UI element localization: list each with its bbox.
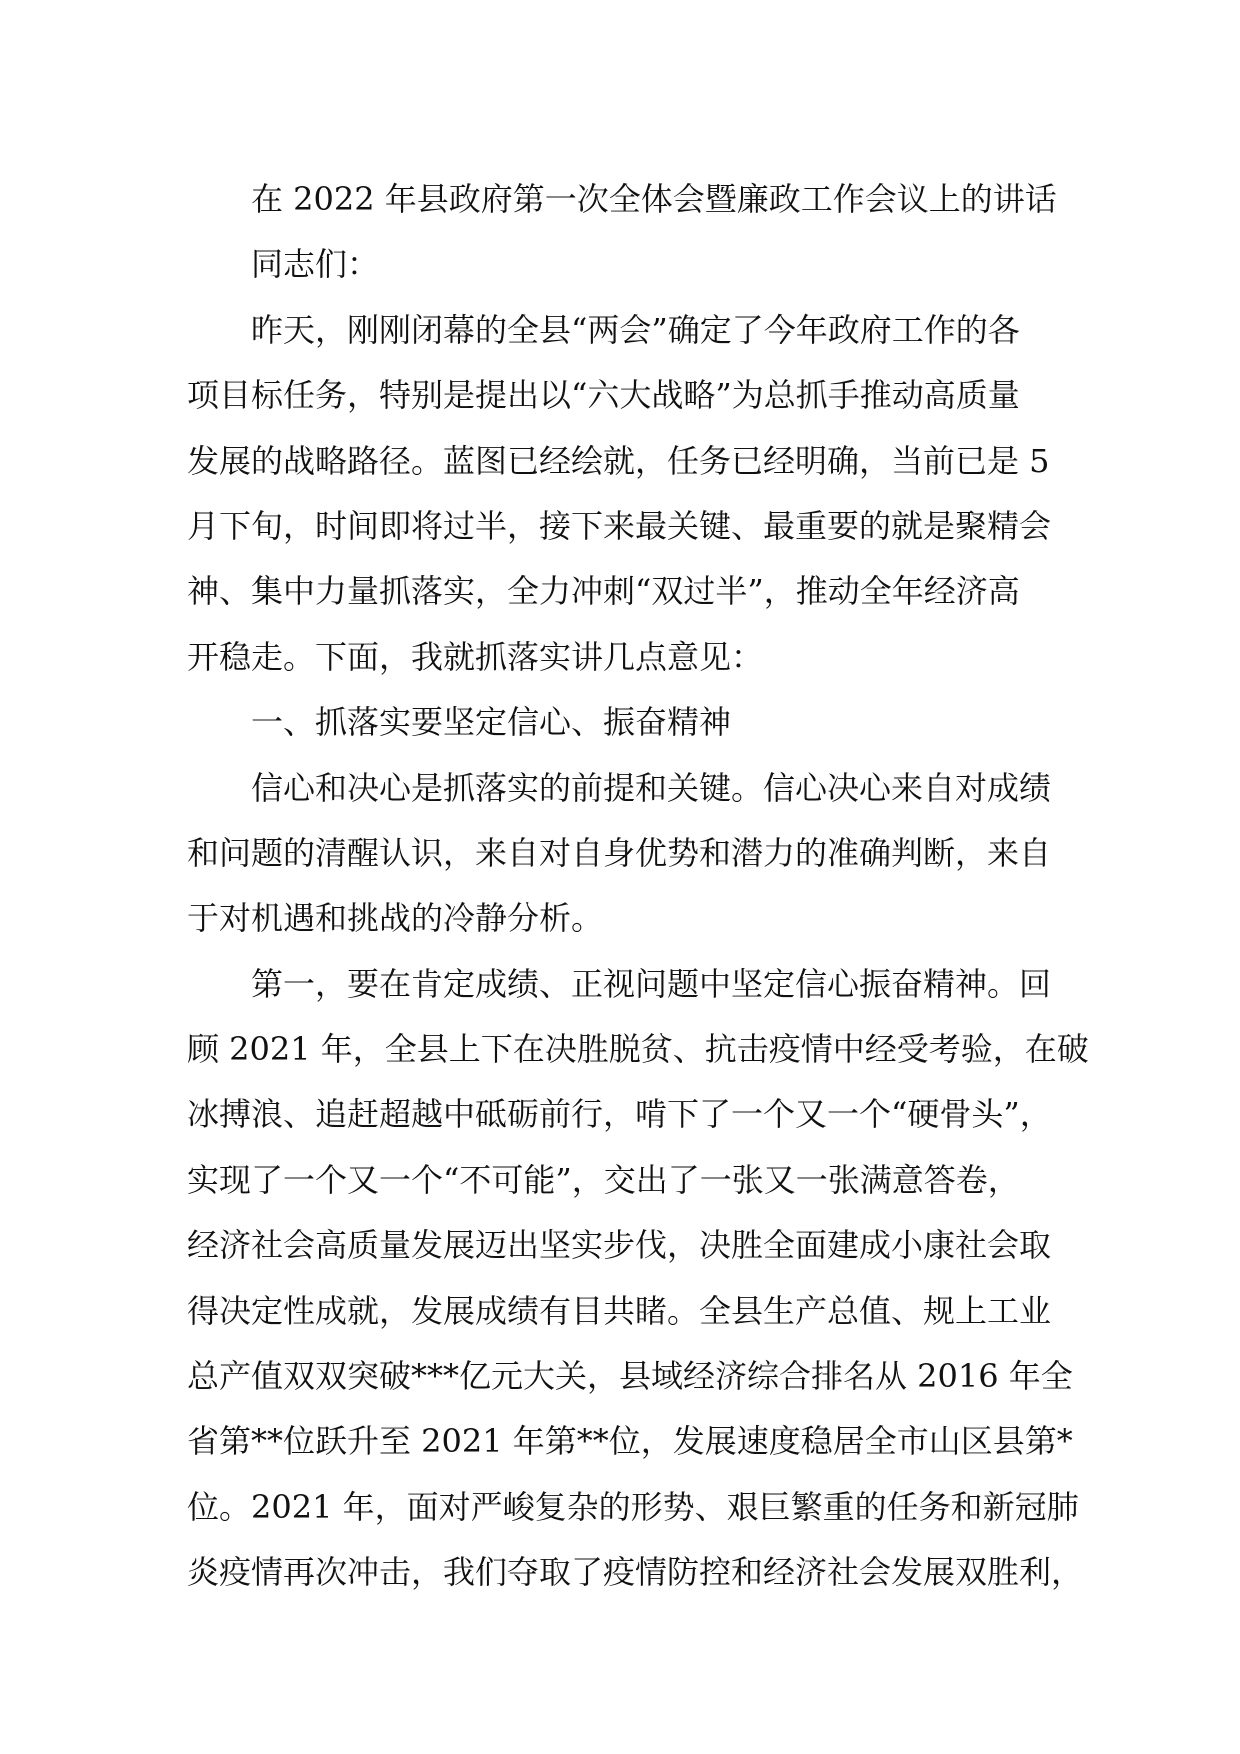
paragraph-line: 第一，要在肯定成绩、正视问题中坚定信心振奋精神。回 xyxy=(251,964,1052,1003)
paragraph-line: 得决定性成就，发展成绩有目共睹。全县生产总值、规上工业 xyxy=(187,1291,1052,1330)
paragraph-line: 开稳走。下面，我就抓落实讲几点意见： xyxy=(187,637,764,676)
paragraph-line: 月下旬，时间即将过半，接下来最关键、最重要的就是聚精会 xyxy=(187,506,1052,545)
speech-text xyxy=(187,167,1089,1606)
paragraph-line: 炎疫情再次冲击，我们夺取了疫情防控和经济社会发展双胜利， xyxy=(187,1553,1084,1592)
paragraph-line: 项目标任务，特别是提出以“六大战略”为总抓手推动高质量 xyxy=(187,376,1020,415)
paragraph-line: 信心和决心是抓落实的前提和关键。信心决心来自对成绩 xyxy=(251,768,1052,807)
paragraph-line: 和问题的清醒认识，来自对自身优势和潜力的准确判断，来自 xyxy=(187,833,1052,872)
paragraph-line: 位。2021 年，面对严峻复杂的形势、艰巨繁重的任务和新冠肺 xyxy=(187,1487,1079,1526)
paragraph-line: 实现了一个又一个“不可能”，交出了一张又一张满意答卷， xyxy=(187,1160,1020,1199)
paragraph-line: 昨天，刚刚闭幕的全县“两会”确定了今年政府工作的各 xyxy=(251,310,1020,349)
paragraph-line: 省第**位跃升至 2021 年第**位，发展速度稳居全市山区县第* xyxy=(187,1422,1073,1461)
speech-title: 在 2022 年县政府第一次全体会暨廉政工作会议上的讲话 xyxy=(251,180,1057,218)
paragraph-line: 神、集中力量抓落实，全力冲刺“双过半”，推动全年经济高 xyxy=(187,572,1020,611)
salutation: 同志们： xyxy=(251,245,380,284)
section-heading: 一、抓落实要坚定信心、振奋精神 xyxy=(251,703,732,742)
paragraph-line: 发展的战略路径。蓝图已经绘就，任务已经明确，当前已是 5 xyxy=(187,441,1050,480)
paragraph-line: 总产值双双突破***亿元大关，县域经济综合排名从 2016 年全 xyxy=(187,1357,1073,1396)
paragraph-line: 经济社会高质量发展迈出坚实步伐，决胜全面建成小康社会取 xyxy=(187,1226,1052,1265)
paragraph-line: 冰搏浪、追赶超越中砥砺前行，啃下了一个又一个“硬骨头”， xyxy=(187,1095,1052,1134)
paragraph-line: 于对机遇和挑战的冷静分析。 xyxy=(187,899,604,938)
paragraph-line: 顾 2021 年，全县上下在决胜脱贫、抗击疫情中经受考验，在破 xyxy=(187,1030,1089,1069)
